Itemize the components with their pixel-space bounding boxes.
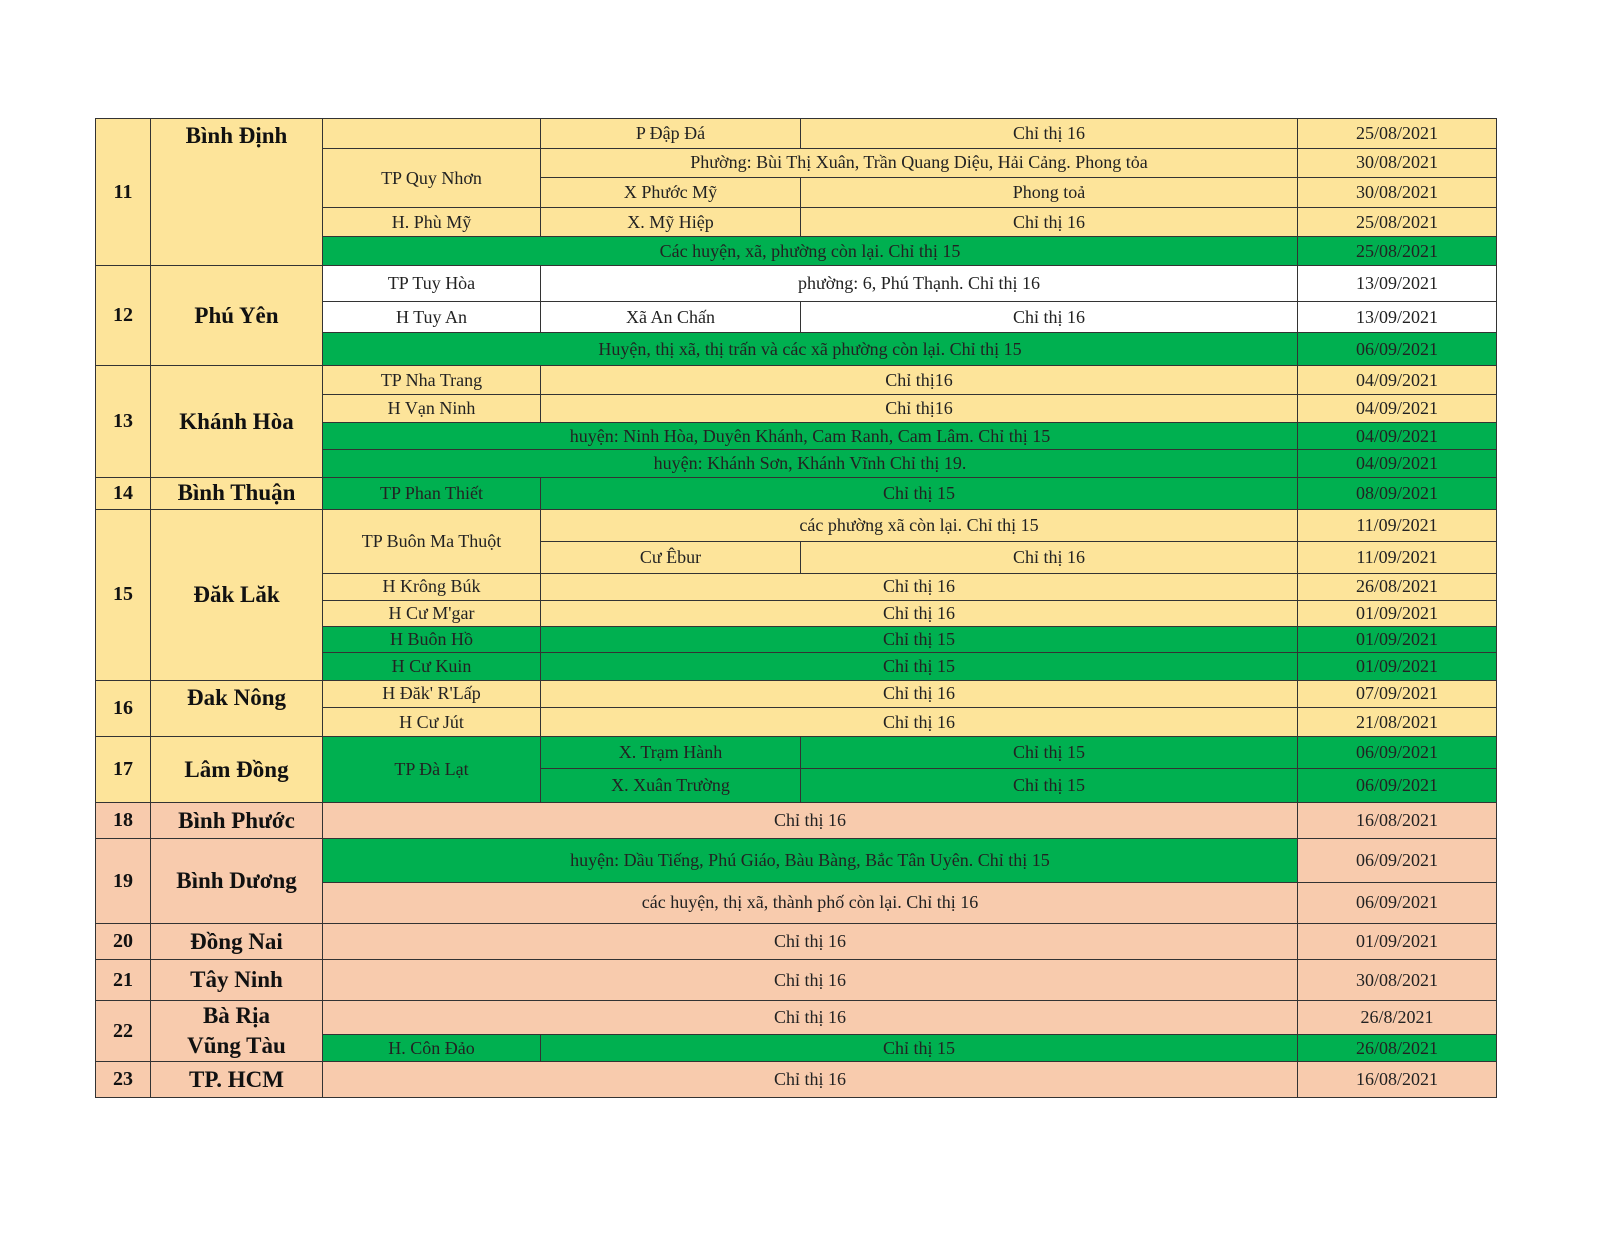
province-name: TP. HCM: [151, 1062, 323, 1098]
province-name: Đăk Lăk: [151, 509, 323, 680]
area-cell: Cư Êbur: [541, 542, 801, 573]
date-cell: 11/09/2021: [1298, 509, 1497, 541]
row-number: 22: [96, 1000, 151, 1062]
measure-cell: Chỉ thị 15: [801, 737, 1298, 769]
date-cell: 04/09/2021: [1298, 394, 1497, 422]
district-cell: H Cư Jút: [323, 707, 541, 736]
district-cell: H Krông Búk: [323, 573, 541, 600]
measure-cell: Chỉ thị 15: [541, 1035, 1298, 1062]
table-row: [96, 802, 1497, 838]
measure-cell: huyện: Khánh Sơn, Khánh Vĩnh Chỉ thị 19.: [323, 450, 1298, 477]
measure-cell: Chỉ thị 16: [801, 119, 1298, 149]
date-cell: 06/09/2021: [1298, 333, 1497, 366]
province-name: Phú Yên: [151, 266, 323, 366]
area-cell: X. Mỹ Hiệp: [541, 207, 801, 236]
date-cell: 01/09/2021: [1298, 600, 1497, 626]
measure-cell: Chỉ thị 15: [801, 769, 1298, 802]
measure-cell: Chỉ thị 15: [541, 477, 1298, 509]
measure-cell: Chỉ thị 16: [801, 301, 1298, 332]
measure-cell: Chỉ thị 15: [541, 627, 1298, 653]
row-number: 17: [96, 737, 151, 803]
row-number: 18: [96, 802, 151, 838]
district-cell: [323, 119, 541, 149]
district-cell: H Buôn Hồ: [323, 627, 541, 653]
row-number: 19: [96, 839, 151, 924]
table-row: [96, 266, 1497, 301]
province-name: Đồng Nai: [151, 924, 323, 960]
table-row: [96, 366, 1497, 394]
date-cell: 30/08/2021: [1298, 149, 1497, 177]
measure-cell: các huyện, thị xã, thành phố còn lại. Chỉ thị 16: [323, 882, 1298, 923]
district-cell: TP Quy Nhơn: [323, 149, 541, 208]
district-cell: H. Côn Đảo: [323, 1035, 541, 1062]
table-row: [96, 737, 1497, 769]
province-name: [151, 1000, 323, 1062]
row-number: 23: [96, 1062, 151, 1098]
table-row: [96, 680, 1497, 707]
area-cell: P Đập Đá: [541, 119, 801, 149]
district-cell: H Cư Kuin: [323, 653, 541, 680]
date-cell: 08/09/2021: [1298, 477, 1497, 509]
measure-cell: Phong toả: [801, 177, 1298, 207]
date-cell: 26/8/2021: [1298, 1000, 1497, 1034]
row-number: 14: [96, 477, 151, 509]
measure-cell: Chỉ thị 16: [323, 802, 1298, 838]
measure-cell: Chỉ thị 16: [541, 707, 1298, 736]
table-row: [96, 839, 1497, 882]
date-cell: 11/09/2021: [1298, 542, 1497, 573]
row-number: 13: [96, 366, 151, 477]
date-cell: 13/09/2021: [1298, 301, 1497, 332]
measure-cell: Chỉ thị 16: [323, 1000, 1298, 1034]
measure-cell: Chỉ thị 16: [541, 573, 1298, 600]
table-row: [96, 477, 1497, 509]
date-cell: 16/08/2021: [1298, 802, 1497, 838]
date-cell: 06/09/2021: [1298, 737, 1497, 769]
measure-cell: huyện: Ninh Hòa, Duyên Khánh, Cam Ranh, Cam Lâm. Chỉ thị 15: [323, 423, 1298, 450]
district-cell: H Tuy An: [323, 301, 541, 332]
date-cell: 06/09/2021: [1298, 839, 1497, 882]
date-cell: 04/09/2021: [1298, 423, 1497, 450]
row-number: 12: [96, 266, 151, 366]
province-name: Tây Ninh: [151, 960, 323, 1000]
date-cell: 01/09/2021: [1298, 627, 1497, 653]
date-cell: 16/08/2021: [1298, 1062, 1497, 1098]
date-cell: 04/09/2021: [1298, 450, 1497, 477]
row-number: 11: [96, 119, 151, 266]
measure-cell: Các huyện, xã, phường còn lại. Chỉ thị 15: [323, 237, 1298, 266]
measure-cell: phường: 6, Phú Thạnh. Chỉ thị 16: [541, 266, 1298, 301]
measure-cell: Chỉ thị 16: [541, 600, 1298, 626]
date-cell: 21/08/2021: [1298, 707, 1497, 736]
district-cell: H Cư M'gar: [323, 600, 541, 626]
measure-cell: Chỉ thị 16: [323, 1062, 1298, 1098]
area-cell: X. Trạm Hành: [541, 737, 801, 769]
date-cell: 26/08/2021: [1298, 1035, 1497, 1062]
province-line: Vũng Tàu: [187, 1033, 286, 1059]
measure-cell: huyện: Dầu Tiếng, Phú Giáo, Bàu Bàng, Bắc Tân Uyên. Chỉ thị 15: [323, 839, 1298, 882]
table-row: [96, 1000, 1497, 1034]
measure-cell: Chỉ thị 16: [801, 207, 1298, 236]
date-cell: 26/08/2021: [1298, 573, 1497, 600]
table-row: [96, 924, 1497, 960]
district-cell: TP Nha Trang: [323, 366, 541, 394]
district-cell: H. Phù Mỹ: [323, 207, 541, 236]
date-cell: 25/08/2021: [1298, 207, 1497, 236]
date-cell: 01/09/2021: [1298, 924, 1497, 960]
date-cell: 07/09/2021: [1298, 680, 1497, 707]
row-number: 21: [96, 960, 151, 1000]
measure-cell: Chỉ thị 16: [541, 680, 1298, 707]
date-cell: 30/08/2021: [1298, 177, 1497, 207]
measure-cell: Phường: Bùi Thị Xuân, Trần Quang Diệu, Hải Cảng. Phong tỏa: [541, 149, 1298, 177]
measure-cell: Chỉ thị 15: [541, 653, 1298, 680]
measure-cell: Chỉ thị 16: [801, 542, 1298, 573]
table-row: [96, 1062, 1497, 1098]
measure-cell: Huyện, thị xã, thị trấn và các xã phường còn lại. Chỉ thị 15: [323, 333, 1298, 366]
date-cell: 25/08/2021: [1298, 119, 1497, 149]
measure-cell: Chỉ thị 16: [323, 924, 1298, 960]
district-cell: TP Phan Thiết: [323, 477, 541, 509]
district-cell: TP Tuy Hòa: [323, 266, 541, 301]
province-name: Bình Phước: [151, 802, 323, 838]
province-name: Lâm Đồng: [151, 737, 323, 803]
measure-cell: các phường xã còn lại. Chỉ thị 15: [541, 509, 1298, 541]
province-line: Bà Rịa: [202, 1003, 271, 1029]
date-cell: 06/09/2021: [1298, 882, 1497, 923]
date-cell: 13/09/2021: [1298, 266, 1497, 301]
table-row: [96, 119, 1497, 149]
measure-cell: Chỉ thị 16: [323, 960, 1298, 1000]
measure-cell: Chỉ thị16: [541, 394, 1298, 422]
province-name: Bình Dương: [151, 839, 323, 924]
row-number: 20: [96, 924, 151, 960]
district-cell: H Vạn Ninh: [323, 394, 541, 422]
row-number: 16: [96, 680, 151, 737]
date-cell: 06/09/2021: [1298, 769, 1497, 802]
province-name: Bình Định: [151, 119, 323, 266]
date-cell: 01/09/2021: [1298, 653, 1497, 680]
table-row: [96, 509, 1497, 541]
date-cell: 30/08/2021: [1298, 960, 1497, 1000]
province-name: Khánh Hòa: [151, 366, 323, 477]
area-cell: X. Xuân Trường: [541, 769, 801, 802]
covid-measures-table: [95, 118, 1497, 1098]
district-cell: TP Buôn Ma Thuột: [323, 509, 541, 573]
table-row: [96, 960, 1497, 1000]
area-cell: Xã An Chấn: [541, 301, 801, 332]
row-number: 15: [96, 509, 151, 680]
area-cell: X Phước Mỹ: [541, 177, 801, 207]
province-name: Đak Nông: [151, 680, 323, 737]
date-cell: 25/08/2021: [1298, 237, 1497, 266]
date-cell: 04/09/2021: [1298, 366, 1497, 394]
measure-cell: Chỉ thị16: [541, 366, 1298, 394]
district-cell: TP Đà Lạt: [323, 737, 541, 803]
province-name: Bình Thuận: [151, 477, 323, 509]
district-cell: H Đăk' R'Lấp: [323, 680, 541, 707]
